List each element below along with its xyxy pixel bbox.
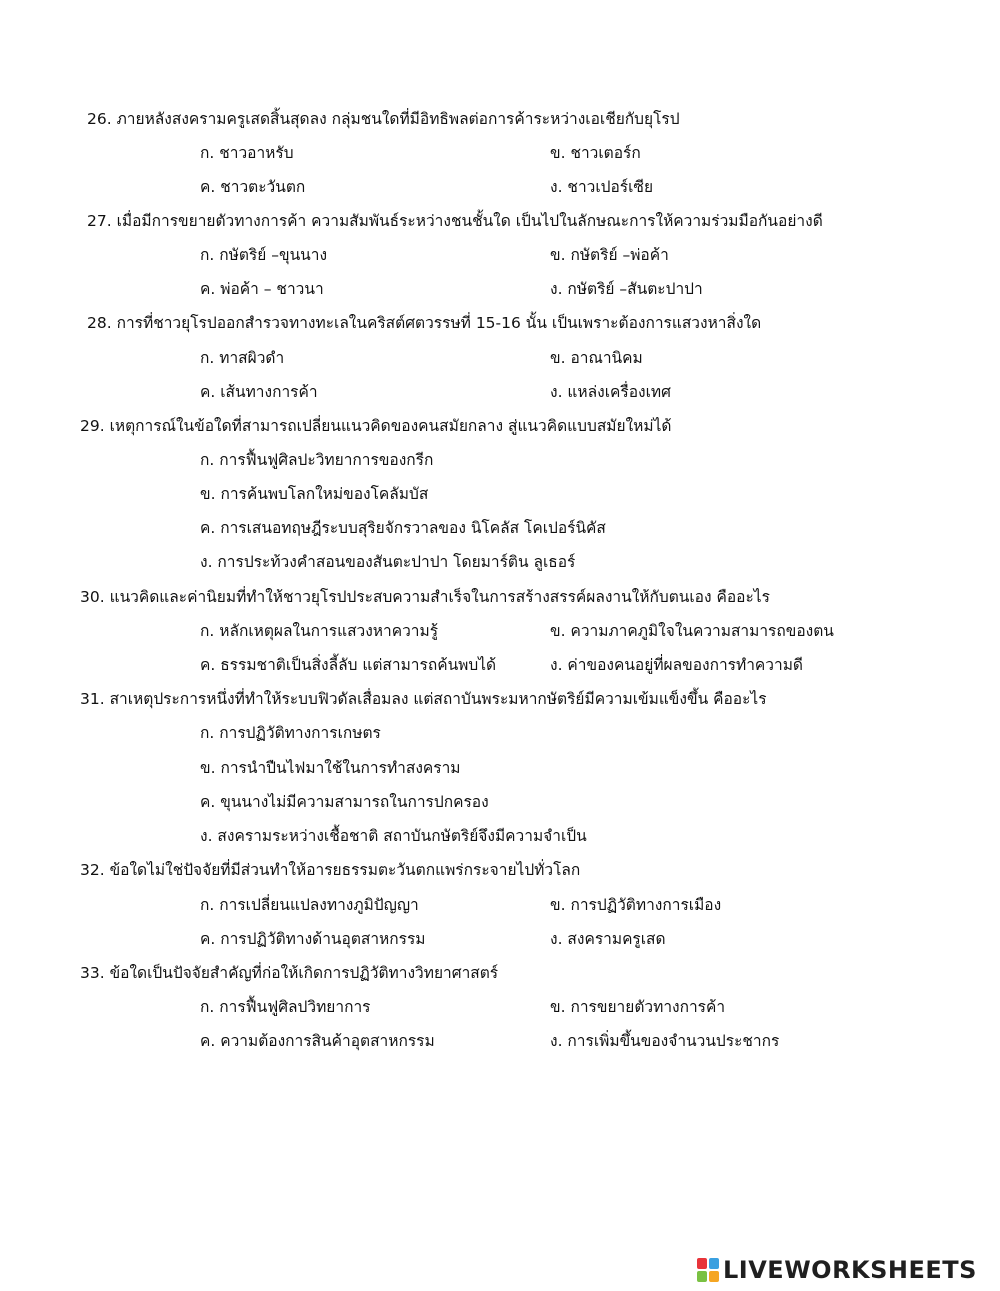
question-31: 31. สาเหตุประการหนึ่งที่ทำให้ระบบฟิวดัลเสื่อมลง แต่สถาบันพระมหากษัตริย์มีความเข้มแข็งขึ้น คืออะไร — [80, 690, 767, 708]
option-30-c[interactable]: ค. ธรรมชาติเป็นสิ่งลี้ลับ แต่สามารถค้นพบได้ — [200, 656, 497, 674]
option-28-c[interactable]: ค. เส้นทางการค้า — [200, 383, 318, 401]
option-29-d[interactable]: ง. การประท้วงคำสอนของสันตะปาปา โดยมาร์ติน ลูเธอร์ — [200, 553, 576, 571]
logo-square-orange — [709, 1271, 719, 1282]
question-26: 26. ภายหลังสงครามครูเสดสิ้นสุดลง กลุ่มชนใดที่มีอิทธิพลต่อการค้าระหว่างเอเชียกับยุโรป — [87, 110, 680, 128]
question-27: 27. เมื่อมีการขยายตัวทางการค้า ความสัมพันธ์ระหว่างชนชั้นใด เป็นไปในลักษณะการให้ความร่วมมือกันอย่างดี — [87, 212, 823, 230]
option-28-d[interactable]: ง. แหล่งเครื่องเทศ — [550, 383, 671, 401]
option-33-b[interactable]: ข. การขยายตัวทางการค้า — [550, 998, 726, 1016]
logo-square-green — [697, 1271, 707, 1282]
option-31-b[interactable]: ข. การนำปืนไฟมาใช้ในการทำสงคราม — [200, 759, 461, 777]
option-26-a[interactable]: ก. ชาวอาหรับ — [200, 144, 294, 162]
option-31-a[interactable]: ก. การปฏิวัติทางการเกษตร — [200, 724, 381, 742]
liveworksheets-brand — [697, 1253, 977, 1287]
liveworksheets-logo-icon — [697, 1258, 719, 1282]
option-29-a[interactable]: ก. การฟื้นฟูศิลปะวิทยาการของกรีก — [200, 451, 434, 469]
brand-text: LIVEWORKSHEETS — [723, 1256, 977, 1284]
question-30: 30. แนวคิดและค่านิยมที่ทำให้ชาวยุโรปประสบความสำเร็จในการสร้างสรรค์ผลงานให้กับตนเอง คืออะไร — [80, 588, 770, 606]
option-28-b[interactable]: ข. อาณานิคม — [550, 349, 643, 367]
option-30-b[interactable]: ข. ความภาคภูมิใจในความสามารถของตน — [550, 622, 834, 640]
option-29-c[interactable]: ค. การเสนอทฤษฎีระบบสุริยจักรวาลของ นิโคลัส โคเปอร์นิคัส — [200, 519, 606, 537]
logo-square-red — [697, 1258, 707, 1269]
option-27-d[interactable]: ง. กษัตริย์ –สันตะปาปา — [550, 280, 703, 298]
option-29-b[interactable]: ข. การค้นพบโลกใหม่ของโคลัมบัส — [200, 485, 429, 503]
option-32-d[interactable]: ง. สงครามครูเสด — [550, 930, 666, 948]
option-30-a[interactable]: ก. หลักเหตุผลในการแสวงหาความรู้ — [200, 622, 439, 640]
question-28: 28. การที่ชาวยุโรปออกสำรวจทางทะเลในคริสต์ศตวรรษที่ 15-16 นั้น เป็นเพราะต้องการแสวงหาสิ่งใด — [87, 314, 762, 332]
option-27-b[interactable]: ข. กษัตริย์ –พ่อค้า — [550, 246, 669, 264]
option-32-a[interactable]: ก. การเปลี่ยนแปลงทางภูมิปัญญา — [200, 896, 419, 914]
option-33-c[interactable]: ค. ความต้องการสินค้าอุตสาหกรรม — [200, 1032, 435, 1050]
option-27-a[interactable]: ก. กษัตริย์ –ขุนนาง — [200, 246, 328, 264]
option-32-b[interactable]: ข. การปฏิวัติทางการเมือง — [550, 896, 722, 914]
option-27-c[interactable]: ค. พ่อค้า – ชาวนา — [200, 280, 324, 298]
option-33-a[interactable]: ก. การฟื้นฟูศิลปวิทยาการ — [200, 998, 371, 1016]
option-26-b[interactable]: ข. ชาวเตอร์ก — [550, 144, 641, 162]
option-28-a[interactable]: ก. ทาสผิวดำ — [200, 349, 285, 367]
option-26-d[interactable]: ง. ชาวเปอร์เซีย — [550, 178, 654, 196]
option-26-c[interactable]: ค. ชาวตะวันตก — [200, 178, 306, 196]
logo-square-blue — [709, 1258, 719, 1269]
option-33-d[interactable]: ง. การเพิ่มขึ้นของจำนวนประชากร — [550, 1032, 780, 1050]
option-31-c[interactable]: ค. ขุนนางไม่มีความสามารถในการปกครอง — [200, 793, 489, 811]
question-32: 32. ข้อใดไม่ใช่ปัจจัยที่มีส่วนทำให้อารยธรรมตะวันตกแพร่กระจายไปทั่วโลก — [80, 861, 581, 879]
option-32-c[interactable]: ค. การปฏิวัติทางด้านอุตสาหกรรม — [200, 930, 426, 948]
option-31-d[interactable]: ง. สงครามระหว่างเชื้อชาติ สถาบันกษัตริย์จึงมีความจำเป็น — [200, 827, 587, 845]
option-30-d[interactable]: ง. ค่าของคนอยู่ที่ผลของการทำความดี — [550, 656, 803, 674]
question-29: 29. เหตุการณ์ในข้อใดที่สามารถเปลี่ยนแนวคิดของคนสมัยกลาง สู่แนวคิดแบบสมัยใหม่ได้ — [80, 417, 672, 435]
question-33: 33. ข้อใดเป็นปัจจัยสำคัญที่ก่อให้เกิดการปฏิวัติทางวิทยาศาสตร์ — [80, 964, 499, 982]
